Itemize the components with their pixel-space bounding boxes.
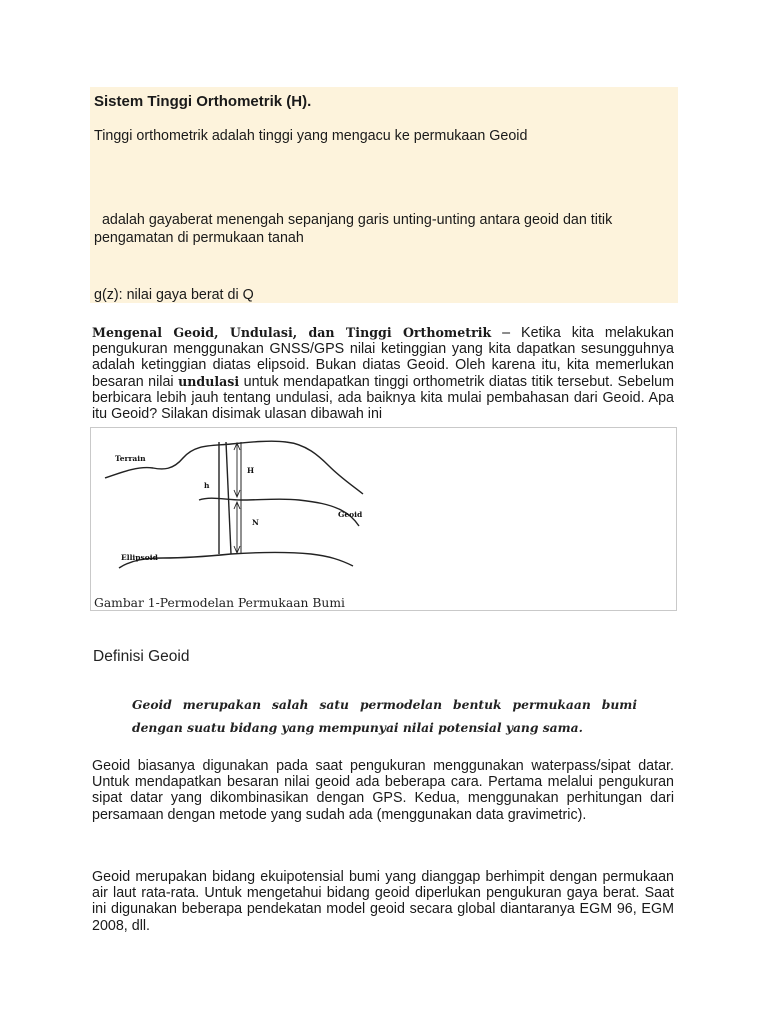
label-n: N (252, 518, 259, 527)
vertical-line-2 (226, 442, 231, 554)
intro-paragraph (92, 325, 674, 422)
definition-quote: Geoid merupakan salah satu permodelan bentuk permukaan bumi dengan suatu bidang yang mempunyai nilai potensial yang sama. (132, 697, 637, 735)
figure-caption: Gambar 1-Permodelan Permukaan Bumi (94, 596, 345, 610)
intro-text-a: – Ketika kita melakukan pengukuran menggunakan GNSS/GPS nilai ketinggian yang kita dapatkan sesungguhnya adalah ketinggian diatas elipsoid. Bukan diatas Geoid. Oleh karena itu, kita memerlukan besaran nilai (92, 325, 674, 390)
figure-geoid-model (90, 427, 677, 611)
geoid-paragraph-2: Geoid merupakan bidang ekuipotensial bumi yang dianggap berhimpit dengan permukaan air laut rata-rata. Untuk mengetahui bidang geoid diperlukan pengukuran gaya berat. Saat ini digunakan beberapa pendekatan model geoid secara global diantaranya EGM 96, EGM 2008, dll. (92, 869, 674, 934)
box-gravity-text: adalah gayaberat menengah sepanjang garis unting-unting antara geoid dan titik pengamatan di permukaan tanah (94, 212, 613, 246)
label-h-small: h (204, 481, 210, 490)
box-gz-text: g(z): nilai gaya berat di Q (94, 287, 254, 303)
box-definition: Tinggi orthometrik adalah tinggi yang mengacu ke permukaan Geoid (94, 128, 528, 144)
intro-text-b: untuk mendapatkan tinggi orthometrik diatas titik tersebut. Sebelum berbicara lebih jauh tentang undulasi, ada baiknya kita mulai pembahasan dari Geoid. Apa itu Geoid? Silakan disimak ulasan dibawah ini (92, 373, 675, 423)
label-terrain: Terrain (115, 454, 146, 463)
box-title: Sistem Tinggi Orthometrik (H). (94, 93, 312, 110)
geoid-line (199, 498, 359, 526)
intro-bold-lead: Mengenal Geoid, Undulasi, dan Tinggi Orthometrik (92, 325, 492, 340)
geoid-paragraph-1: Geoid biasanya digunakan pada saat pengukuran menggunakan waterpass/sipat datar. Untuk mendapatkan besaran nilai geoid ada beberapa cara. Pertama melalui pengukuran sipat datar yang dikombinasikan dengan GPS. Kedua, menggunakan perhitungan dari persamaan dengan metode yang sudah ada (menggunakan data gravimetric). (92, 758, 674, 823)
section-heading: Definisi Geoid (93, 648, 190, 665)
label-geoid: Geoid (338, 510, 363, 519)
highlight-box (90, 87, 678, 303)
geoid-diagram (91, 428, 678, 612)
label-h-big: H (247, 466, 255, 475)
intro-bold-word: undulasi (178, 373, 240, 389)
label-ellipsoid: Ellipsoid (121, 553, 158, 562)
